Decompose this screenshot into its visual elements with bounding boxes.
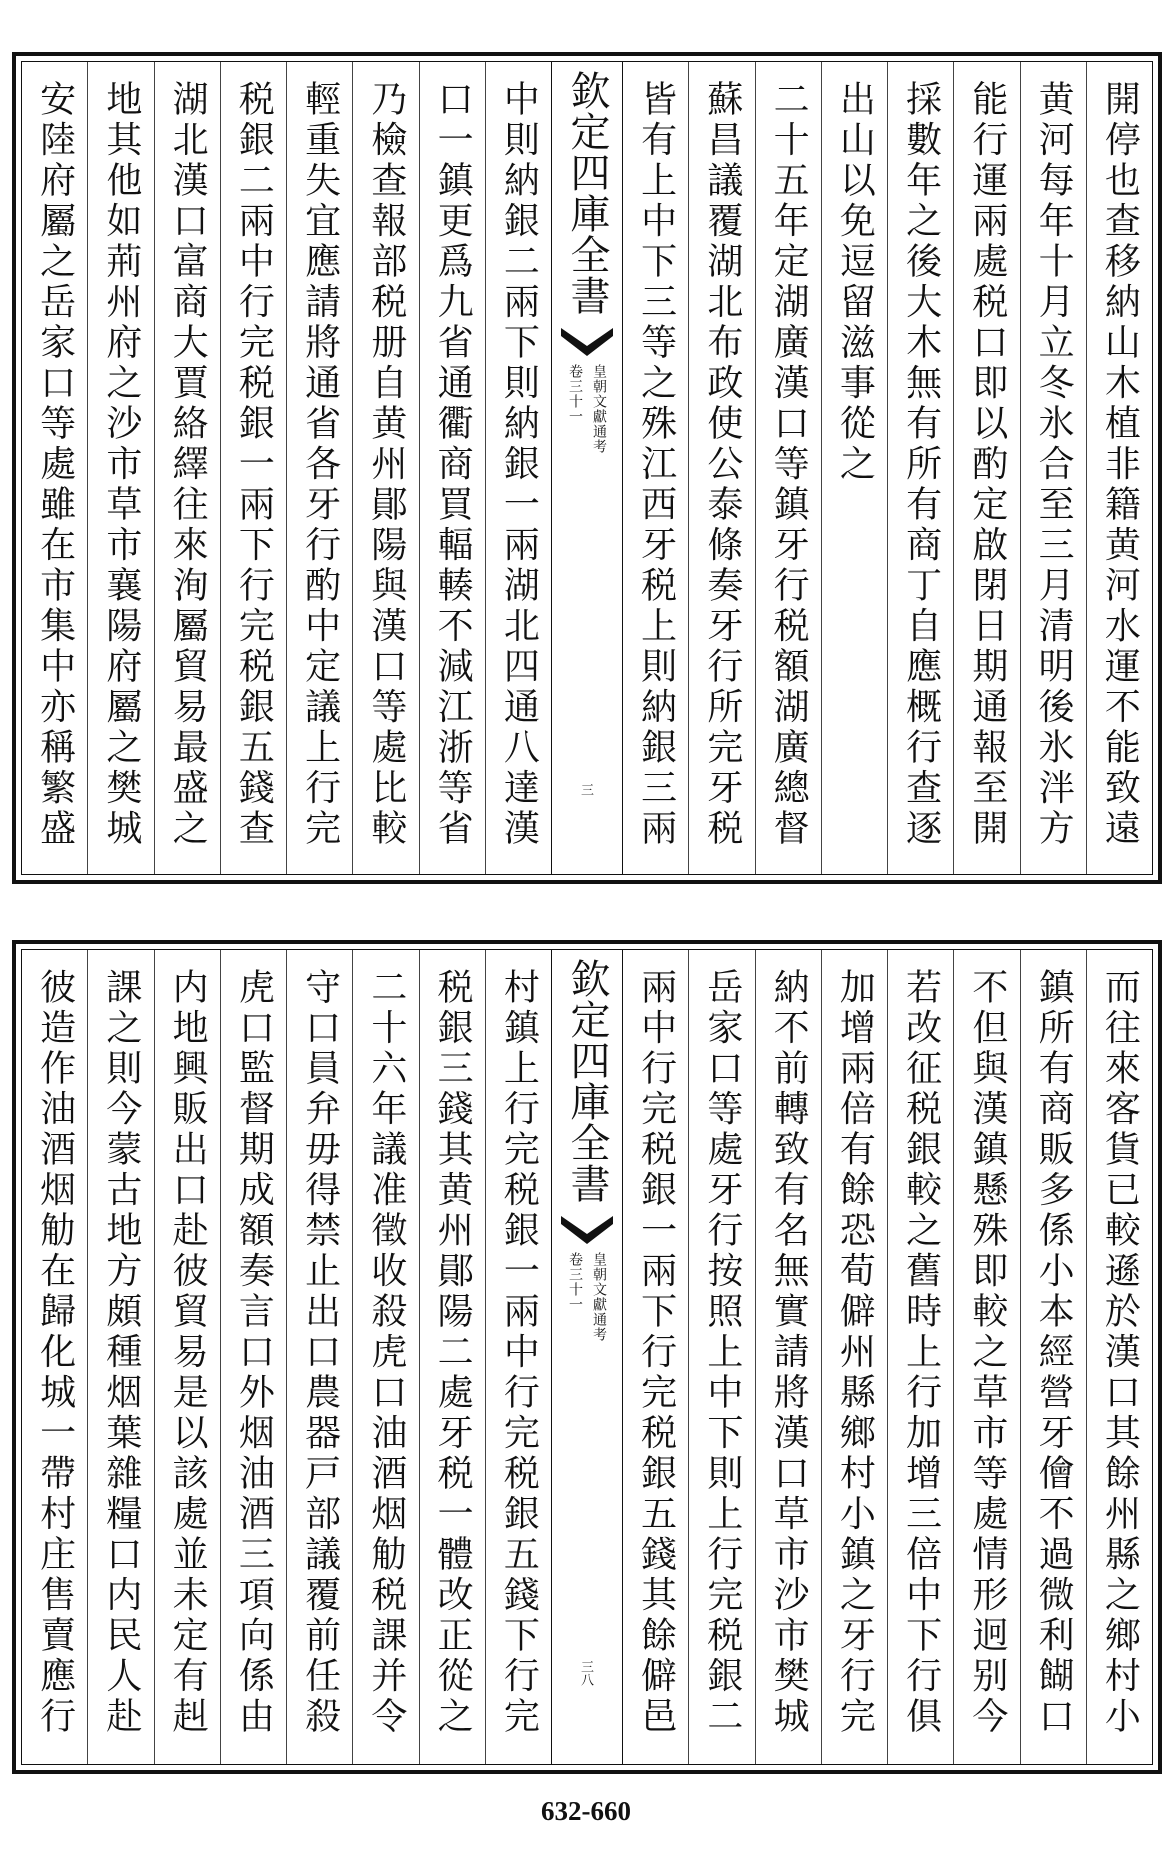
text-column: 税銀二兩中行完税銀一兩下行完税銀五錢查 [220, 62, 286, 874]
top-page [12, 52, 1162, 884]
text-column: 加增兩倍有餘恐荀僻州縣鄉村小鎮之牙行完 [821, 950, 887, 1764]
book-title: 欽定四庫全書 [564, 958, 610, 1204]
text-column: 税銀三錢其黄州鄖陽二處牙税一體改正從之 [419, 950, 485, 1764]
text-column: 採數年之後大木無有所有商丁自應概行查逐 [887, 62, 953, 874]
text-column: 湖北漢口富商大賈絡繹往來洵屬貿易最盛之 [154, 62, 220, 874]
bottom-page-frame [21, 949, 1153, 1765]
text-column: 皆有上中下三等之殊江西牙税上則納銀三兩 [635, 80, 677, 850]
band-source-title: 皇朝文獻通考 [591, 1252, 607, 1342]
top-left-columns [22, 62, 551, 874]
text-column: 能行運兩處税口即以酌定啟閉日期通報至開 [953, 62, 1019, 874]
bottom-right-columns [623, 950, 1152, 1764]
band-volume: 卷三十一 [567, 1252, 583, 1312]
text-column: 地其他如荊州府之沙市草市襄陽府屬之樊城 [87, 62, 153, 874]
text-column: 兩中行完税銀一兩下行完税銀五錢其餘僻邑 [635, 968, 677, 1738]
band-volume: 卷三十一 [567, 364, 583, 424]
text-column: 鎮所有商販多係小本經營牙儈不過微利餬口 [1020, 950, 1086, 1764]
band-subtitle [565, 364, 609, 454]
bottom-page [12, 940, 1162, 1774]
text-column: 輕重失宜應請將通省各牙行酌中定議上行完 [286, 62, 352, 874]
text-column: 課之則今蒙古地方頗種烟葉雜糧口内民人赴 [87, 950, 153, 1764]
fish-tail-ornament-icon [559, 1214, 615, 1248]
center-band [551, 62, 623, 874]
text-column: 而往來客貨已較遜於漢口其餘州縣之鄉村小 [1086, 950, 1152, 1764]
band-subtitle [565, 1252, 609, 1342]
text-column: 二十五年定湖廣漢口等鎮牙行税額湖廣總督 [755, 62, 821, 874]
text-column: 若改征税銀較之舊時上行加增三倍中下行俱 [887, 950, 953, 1764]
text-column: 村鎮上行完税銀一兩中行完税銀五錢下行完 [485, 950, 551, 1764]
text-column: 二十六年議准徵收殺虎口油酒烟觔税課并令 [352, 950, 418, 1764]
fish-tail-ornament-icon [559, 326, 615, 360]
text-column: 守口員弁毋得禁止出口農器戸部議覆前任殺 [286, 950, 352, 1764]
text-column: 彼造作油酒烟觔在歸化城一帶村庄售賣應行 [34, 968, 76, 1738]
page-number: 632-660 [541, 1796, 631, 1826]
text-column: 虎口監督期成額奏言口外烟油酒三項向係由 [220, 950, 286, 1764]
band-source-title: 皇朝文獻通考 [591, 364, 607, 454]
text-column: 開停也查移納山木植非籍黄河水運不能致遠 [1086, 62, 1152, 874]
text-column: 出山以免逗留滋事從之 [821, 62, 887, 874]
text-column: 内地興販出口赴彼貿易是以該處並未定有赳 [154, 950, 220, 1764]
book-title: 欽定四庫全書 [564, 70, 610, 316]
folio-number: 三 [578, 783, 593, 796]
bottom-left-columns [22, 950, 551, 1764]
text-column: 岳家口等處牙行按照上中下則上行完税銀二 [688, 950, 754, 1764]
text-column: 安陸府屬之岳家口等處雖在市集中亦稱繁盛 [34, 80, 76, 850]
text-column: 不但與漢鎮懸殊即較之草市等處情形迥别今 [953, 950, 1019, 1764]
folio-number: 三八 [578, 1660, 593, 1686]
text-column: 納不前轉致有名無實請將漢口草市沙市樊城 [755, 950, 821, 1764]
text-column: 口一鎮更爲九省通衢商買輻輳不減江浙等省 [419, 62, 485, 874]
top-page-frame [21, 61, 1153, 875]
center-band [551, 950, 623, 1764]
text-column: 黄河每年十月立冬氷合至三月清明後氷泮方 [1020, 62, 1086, 874]
text-column: 乃檢查報部税册自黄州鄖陽與漢口等處比較 [352, 62, 418, 874]
text-column: 中則納銀二兩下則納銀一兩湖北四通八達漢 [485, 62, 551, 874]
text-column: 蘇昌議覆湖北布政使公泰條奏牙行所完牙税 [688, 62, 754, 874]
top-right-columns [623, 62, 1152, 874]
